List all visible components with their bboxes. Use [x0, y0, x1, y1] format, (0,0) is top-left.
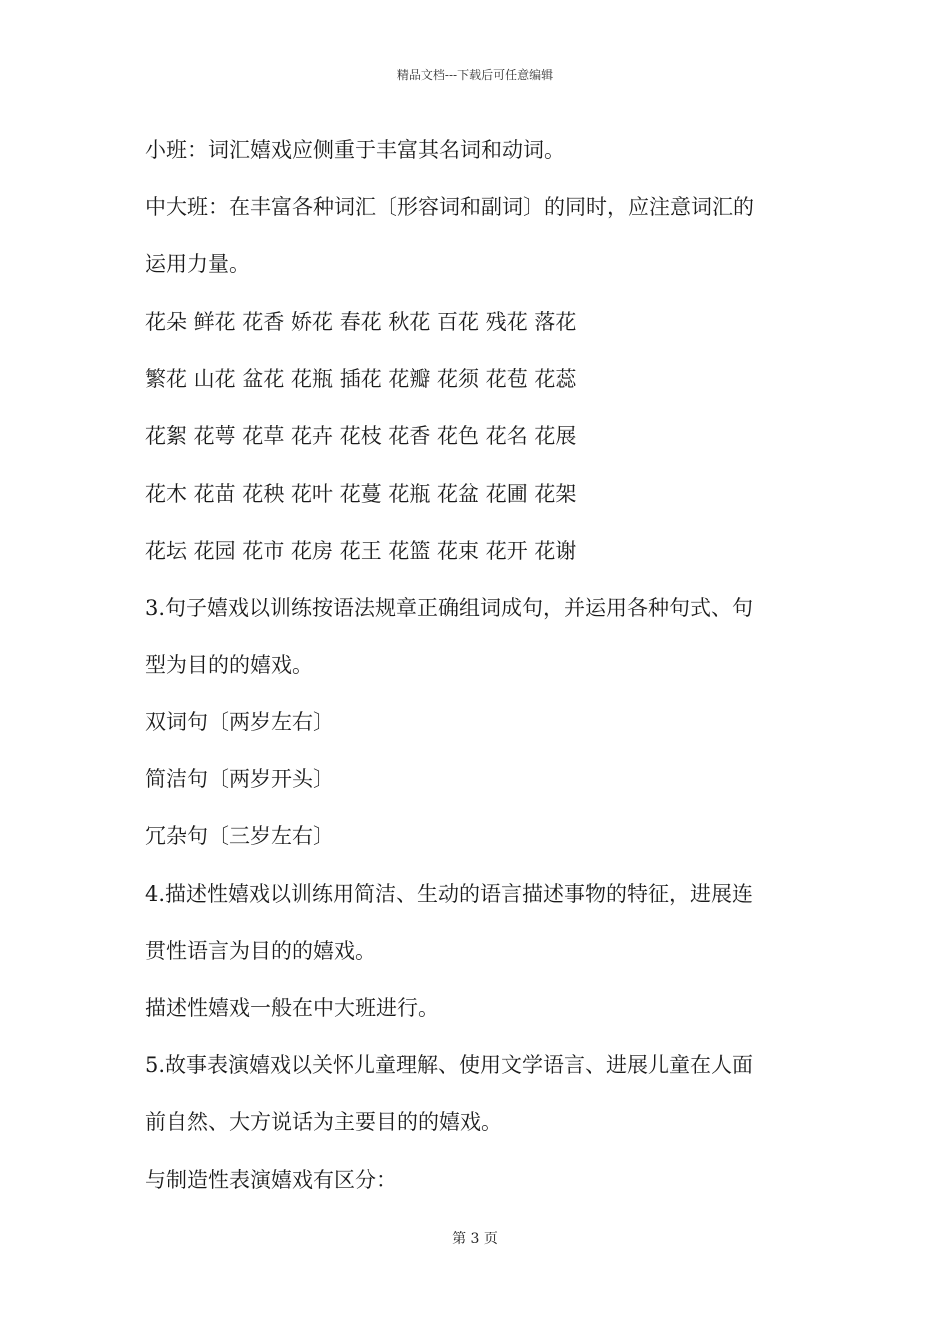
text-line: 4.描述性嬉戏以训练用简洁、生动的语言描述事物的特征，进展连: [145, 882, 754, 906]
text-line: 3.句子嬉戏以训练按语法规章正确组词成句，并运用各种句式、句: [145, 596, 754, 620]
text-line: 前自然、大方说话为主要目的的嬉戏。: [145, 1110, 502, 1134]
text-line: 描述性嬉戏一般在中大班进行。: [145, 996, 439, 1020]
text-line: 贯性语言为目的的嬉戏。: [145, 939, 376, 963]
text-line: 运用力量。: [145, 252, 250, 276]
text-line: 5.故事表演嬉戏以关怀儿童理解、使用文学语言、进展儿童在人面: [145, 1053, 754, 1077]
word-list-line: 花朵 鲜花 花香 娇花 春花 秋花 百花 残花 落花: [145, 310, 577, 334]
word-list-line: 繁花 山花 盆花 花瓶 插花 花瓣 花须 花苞 花蕊: [145, 367, 577, 391]
text-line: 型为目的的嬉戏。: [145, 653, 313, 677]
page-header: 精品文档---下载后可任意编辑: [396, 68, 554, 82]
text-line: 与制造性表演嬉戏有区分：: [145, 1168, 397, 1192]
page-number: 第 3 页: [452, 1231, 498, 1247]
word-list-line: 花坛 花园 花市 花房 花王 花篮 花束 花开 花谢: [145, 539, 577, 563]
text-line: 中大班：在丰富各种词汇〔形容词和副词〕的同时，应注意词汇的: [145, 195, 754, 219]
text-line: 小班：词汇嬉戏应侧重于丰富其名词和动词。: [145, 138, 565, 162]
text-line: 简洁句〔两岁开头〕: [145, 767, 334, 791]
word-list-line: 花絮 花萼 花草 花卉 花枝 花香 花色 花名 花展: [145, 424, 577, 448]
word-list-line: 花木 花苗 花秧 花叶 花蔓 花瓶 花盆 花圃 花架: [145, 482, 577, 506]
text-line: 冗杂句〔三岁左右〕: [145, 824, 334, 848]
text-line: 双词句〔两岁左右〕: [145, 710, 334, 734]
